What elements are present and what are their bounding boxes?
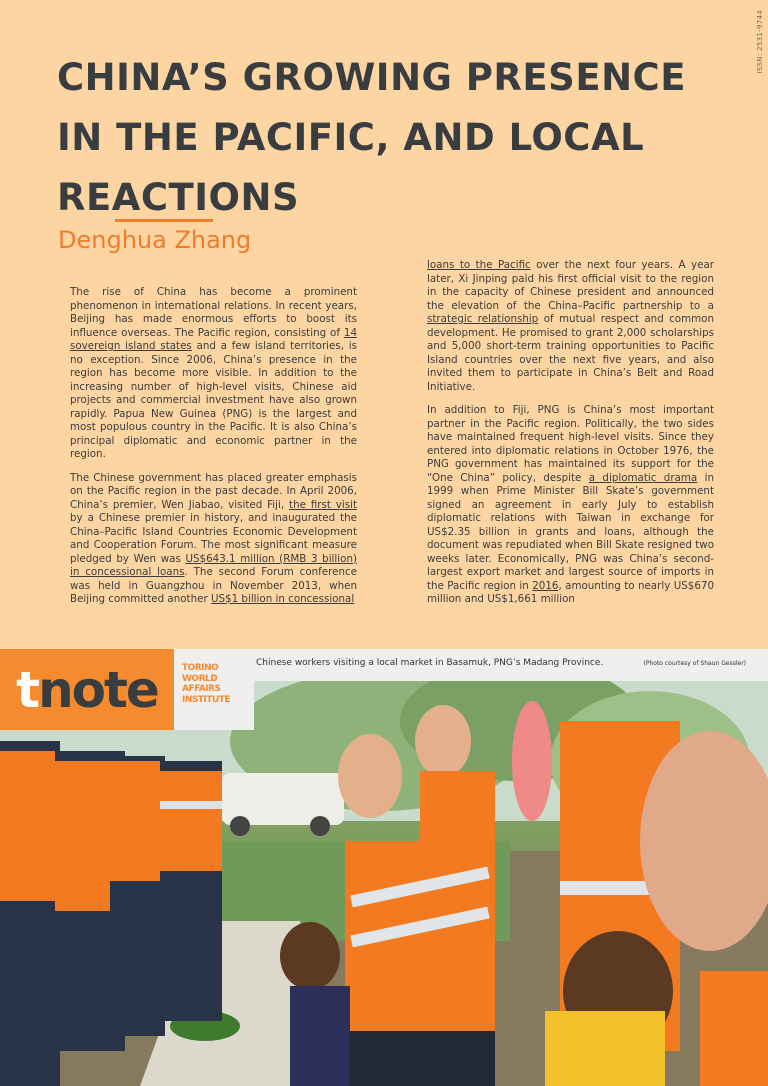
body-text: The rise of China has become a prominent phenomenon in international relations. In recent years, Beijing has made enormous efforts to boost its influence overseas. The Pacific region, consisting of xyxy=(70,286,357,339)
reference-link[interactable]: 14 sovereign island states xyxy=(70,326,357,352)
caption-bar xyxy=(254,649,768,681)
tnote-logo-rest: note xyxy=(38,660,158,719)
body-text: In addition to Fiji, PNG is China’s most important partner in the Pacific region. Politically, the two sides have maintained frequent high-level visits. Since they entered into diplomatic relations in October 1976, the PNG government has maintained its support for the “One China” policy, despite xyxy=(427,404,714,484)
body-text: , amounting to nearly US$670 million and US$1,661 million xyxy=(427,579,714,605)
title-divider xyxy=(115,219,213,222)
cover-photo xyxy=(0,681,768,1086)
reference-link[interactable]: loans to the Pacific xyxy=(427,259,531,271)
body-paragraph xyxy=(70,472,357,607)
article-title: CHINA’S GROWING PRESENCE IN THE PACIFIC, AND LOCAL REACTIONS xyxy=(57,56,686,219)
body-text: . The second Forum conference was held in Guangzhou in November 2013, when Beijing committed another xyxy=(70,566,357,605)
body-text: The Chinese government has placed greater emphasis on the Pacific region in the past decade. In April 2006, China’s premier, Wen Jiabao, visited Fiji, xyxy=(70,471,357,511)
reference-link[interactable]: the first visit xyxy=(289,498,357,511)
institute-line: INSTITUTE xyxy=(182,694,231,705)
body-column-right xyxy=(427,259,714,617)
tnote-logo xyxy=(16,660,158,719)
reference-link[interactable]: strategic relationship xyxy=(427,313,539,325)
body-text: by a Chinese premier in history, and inaugurated the China–Pacific Island Countries Economic Development and Cooperation Forum. The most significant measure pledged by Wen was xyxy=(70,512,357,565)
institute-line: WORLD xyxy=(182,673,218,684)
reference-link[interactable]: a diplomatic drama xyxy=(588,471,698,484)
institute-line: TORINO xyxy=(182,663,219,673)
reference-link[interactable]: US$1 billion in concessional xyxy=(210,593,355,605)
photo-caption: Chinese workers visiting a local market in Basamuk, PNG’s Madang Province. xyxy=(256,658,604,668)
tnote-logo-t: t xyxy=(16,660,39,719)
issn-label: ISSN: 2531-9744 xyxy=(756,10,764,74)
photo-illustration xyxy=(0,681,768,1086)
institute-logo-box xyxy=(174,649,254,730)
author-name: Denghua Zhang xyxy=(58,226,252,254)
body-paragraph xyxy=(427,259,714,394)
tnote-logo-box xyxy=(0,649,174,730)
body-paragraph xyxy=(70,286,357,462)
photo-credit: (Photo courtesy of Shaun Gessler) xyxy=(643,660,746,667)
body-column-left xyxy=(70,286,357,617)
reference-link[interactable]: US$643.1 million (RMB 3 billion) in concessional loans xyxy=(70,552,357,578)
body-text: and a few island territories, is no exception. Since 2006, China’s presence in the region has become more visible. In addition to the increasing number of high-level visits, Chinese aid projects and commercial investment have also grown rapidly. Papua New Guinea (PNG) is the largest and most populous country in the Pacific. It is also China’s principal diplomatic and economic partner in the region. xyxy=(70,340,357,460)
body-text: in 1999 when Prime Minister Bill Skate’s government signed an agreement in early July to establish diplomatic relations with Taiwan in exchange for US$2.35 billion in grants and loans, although the document was repudiated when Bill Skate resigned two weeks later. Economically, PNG was China’s second-largest export market and largest source of imports in the Pacific region in xyxy=(427,471,714,592)
institute-line: AFFAIRS xyxy=(182,684,221,694)
institute-logo xyxy=(182,663,230,705)
reference-link[interactable]: 2016 xyxy=(532,579,559,592)
body-text: of mutual respect and common development. He promised to grant 2,000 scholarships and 5,000 short-term training opportunities to Pacific Island countries over the next five years, and also invited them to participate in China’s Belt and Road Initiative. xyxy=(427,313,714,393)
tnote-banner xyxy=(0,649,768,730)
body-text: over the next four years. A year later, Xi Jinping paid his first official visit to the region in the capacity of Chinese president and announced the elevation of the China–Pacific partnership to a xyxy=(427,259,714,312)
body-paragraph xyxy=(427,404,714,607)
